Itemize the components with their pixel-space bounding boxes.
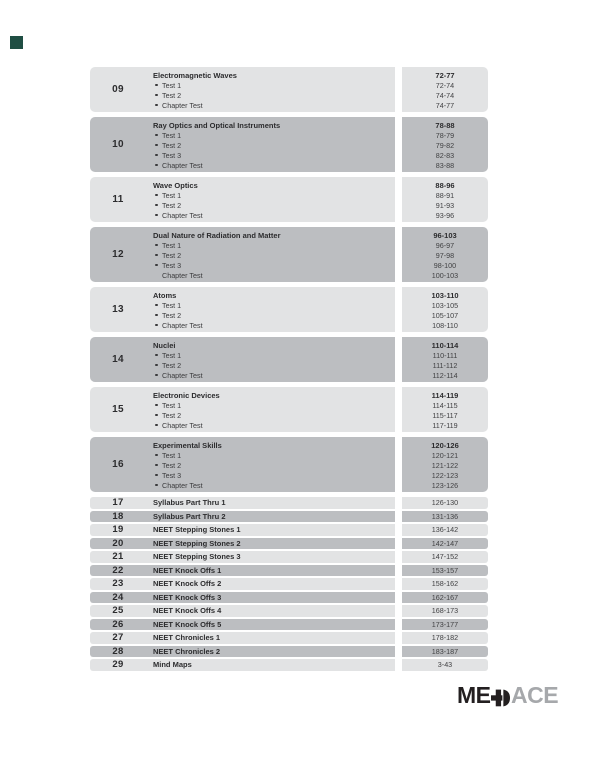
row-page-range: 153-157 xyxy=(431,565,459,575)
chapter-item-label: Test 2 xyxy=(162,200,182,210)
bullet-icon xyxy=(155,424,158,427)
column-divider xyxy=(395,387,402,432)
chapter-row xyxy=(90,287,488,332)
column-divider xyxy=(395,619,402,631)
bullet-icon xyxy=(155,454,158,457)
row-page-range: 147-152 xyxy=(431,552,459,562)
bullet-icon xyxy=(155,304,158,307)
row-pages-column xyxy=(402,659,488,671)
chapter-row xyxy=(90,67,488,112)
item-page-range: 96-97 xyxy=(435,240,455,250)
chapter-number: 16 xyxy=(112,459,124,470)
toc-row xyxy=(90,578,488,590)
bullet-icon xyxy=(155,264,158,267)
column-divider xyxy=(395,337,402,382)
item-page-range: 117-119 xyxy=(432,420,458,430)
chapter-row-left xyxy=(90,117,395,172)
chapter-title-line xyxy=(153,180,395,190)
row-number: 27 xyxy=(112,632,124,644)
bullet-icon xyxy=(155,204,158,207)
chapter-item xyxy=(153,250,395,260)
chapter-item-label: Chapter Test xyxy=(162,210,203,220)
item-page-range: 91-93 xyxy=(435,200,455,210)
chapter-page-range: 72-77 xyxy=(435,70,455,80)
toc-row-left xyxy=(90,538,395,550)
bullet-icon xyxy=(155,364,158,367)
column-divider xyxy=(395,632,402,644)
chapter-row-left xyxy=(90,67,395,112)
item-page-range: 111-112 xyxy=(432,360,458,370)
chapter-item xyxy=(153,260,395,270)
chapter-item xyxy=(153,210,395,220)
row-number: 28 xyxy=(112,645,124,657)
chapter-title: Experimental Skills xyxy=(153,440,222,450)
bullet-icon xyxy=(155,464,158,467)
toc-row xyxy=(90,605,488,617)
column-divider xyxy=(395,177,402,222)
row-pages-column xyxy=(402,565,488,577)
item-page-range: 120-121 xyxy=(431,450,459,460)
toc-row xyxy=(90,538,488,550)
item-page-range: 79-82 xyxy=(435,140,455,150)
row-number: 29 xyxy=(112,659,124,671)
row-pages-column xyxy=(402,605,488,617)
chapter-item xyxy=(153,470,395,480)
chapter-item-label: Test 3 xyxy=(162,260,182,270)
item-page-range: 123-126 xyxy=(431,480,459,490)
item-page-range: 110-111 xyxy=(432,350,458,360)
column-divider xyxy=(395,511,402,523)
chapter-page-range: 103-110 xyxy=(431,290,459,300)
chapter-title-line xyxy=(153,70,395,80)
row-number: 24 xyxy=(112,591,124,603)
chapter-item xyxy=(153,370,395,380)
chapter-row-left xyxy=(90,177,395,222)
chapter-title: Electronic Devices xyxy=(153,390,220,400)
chapter-title-line xyxy=(153,340,395,350)
chapter-item-label: Chapter Test xyxy=(162,420,203,430)
column-divider xyxy=(395,497,402,509)
row-page-range: 142-147 xyxy=(431,538,459,548)
row-title: NEET Stepping Stones 2 xyxy=(153,538,241,548)
item-page-range: 114-115 xyxy=(432,400,458,410)
chapter-item xyxy=(153,200,395,210)
chapter-number: 15 xyxy=(112,404,124,415)
chapter-row xyxy=(90,117,488,172)
chapter-page-range: 88-96 xyxy=(435,180,455,190)
item-page-range: 97-98 xyxy=(435,250,455,260)
bullet-icon xyxy=(155,104,158,107)
chapter-row xyxy=(90,437,488,492)
row-number: 18 xyxy=(112,510,124,522)
chapter-item xyxy=(153,450,395,460)
chapter-item-label: Test 3 xyxy=(162,150,182,160)
toc-row-left xyxy=(90,565,395,577)
toc-row-left xyxy=(90,511,395,523)
bullet-icon xyxy=(155,484,158,487)
bullet-icon xyxy=(155,164,158,167)
row-title: Syllabus Part Thru 1 xyxy=(153,498,226,508)
row-pages-column xyxy=(402,538,488,550)
row-page-range: 131-136 xyxy=(431,511,459,521)
chapter-item-label: Test 1 xyxy=(162,240,182,250)
chapter-row-left xyxy=(90,387,395,432)
chapter-row xyxy=(90,337,488,382)
chapter-page-range: 120-126 xyxy=(431,440,459,450)
row-pages-column xyxy=(402,646,488,658)
item-page-range: 88-91 xyxy=(435,190,455,200)
row-page-range: 136-142 xyxy=(431,525,459,535)
chapter-item-label: Test 1 xyxy=(162,400,182,410)
bullet-icon xyxy=(155,324,158,327)
item-page-range: 78-79 xyxy=(435,130,455,140)
chapter-title-line xyxy=(153,120,395,130)
row-title: NEET Knock Offs 1 xyxy=(153,565,222,575)
chapter-content xyxy=(146,177,395,222)
chapter-content xyxy=(146,67,395,112)
chapter-item xyxy=(153,270,395,280)
row-title: NEET Chronicles 1 xyxy=(153,633,221,643)
item-page-range: 112-114 xyxy=(432,370,458,380)
toc-row xyxy=(90,497,488,509)
chapter-content xyxy=(146,227,395,282)
chapter-pages-column xyxy=(402,227,488,282)
chapter-item-label: Chapter Test xyxy=(162,370,203,380)
chapter-item xyxy=(153,320,395,330)
row-pages-column xyxy=(402,619,488,631)
chapter-content xyxy=(146,337,395,382)
toc-row-left xyxy=(90,632,395,644)
row-page-range: 126-130 xyxy=(431,498,459,508)
item-page-range: 121-122 xyxy=(431,460,459,470)
chapter-item-label: Test 1 xyxy=(162,130,182,140)
toc-row-left xyxy=(90,605,395,617)
row-number: 19 xyxy=(112,524,124,536)
chapter-title: Electromagnetic Waves xyxy=(153,70,237,80)
chapter-number: 13 xyxy=(112,304,124,315)
row-pages-column xyxy=(402,511,488,523)
row-pages-column xyxy=(402,524,488,536)
chapter-item xyxy=(153,350,395,360)
row-pages-column xyxy=(402,551,488,563)
toc-row-left xyxy=(90,592,395,604)
row-title: Mind Maps xyxy=(153,660,192,670)
chapter-item-label: Test 2 xyxy=(162,140,182,150)
chapter-content xyxy=(146,437,395,492)
chapter-item-label: Test 2 xyxy=(162,410,182,420)
toc-row xyxy=(90,511,488,523)
chapter-item xyxy=(153,100,395,110)
chapter-content xyxy=(146,387,395,432)
chapter-pages-column xyxy=(402,177,488,222)
column-divider xyxy=(395,659,402,671)
item-page-range: 72-74 xyxy=(435,80,455,90)
row-page-range: 158-162 xyxy=(431,579,459,589)
chapter-number: 09 xyxy=(112,84,124,95)
column-divider xyxy=(395,538,402,550)
chapter-pages-column xyxy=(402,67,488,112)
row-number: 26 xyxy=(112,618,124,630)
column-divider xyxy=(395,592,402,604)
bullet-icon xyxy=(155,314,158,317)
toc-row-left xyxy=(90,578,395,590)
chapter-title: Wave Optics xyxy=(153,180,198,190)
bullet-icon xyxy=(155,94,158,97)
chapter-item-label: Chapter Test xyxy=(162,480,203,490)
toc-row xyxy=(90,632,488,644)
bullet-icon xyxy=(155,244,158,247)
row-title: NEET Knock Offs 2 xyxy=(153,579,222,589)
row-title: Syllabus Part Thru 2 xyxy=(153,511,226,521)
chapter-item xyxy=(153,150,395,160)
chapter-page-range: 78-88 xyxy=(435,120,455,130)
item-page-range: 122-123 xyxy=(431,470,459,480)
medace-logo xyxy=(457,684,558,707)
column-divider xyxy=(395,437,402,492)
chapter-item xyxy=(153,480,395,490)
chapter-item xyxy=(153,400,395,410)
row-page-range: 178-182 xyxy=(431,633,459,643)
chapter-item-label: Test 2 xyxy=(162,310,182,320)
toc-row-left xyxy=(90,619,395,631)
column-divider xyxy=(395,551,402,563)
chapter-number: 14 xyxy=(112,354,124,365)
row-pages-column xyxy=(402,578,488,590)
item-page-range: 108-110 xyxy=(432,320,458,330)
toc-row xyxy=(90,646,488,658)
row-number: 20 xyxy=(112,537,124,549)
chapter-item-label: Test 2 xyxy=(162,360,182,370)
row-title: NEET Knock Offs 5 xyxy=(153,619,222,629)
bullet-icon xyxy=(155,254,158,257)
chapter-item-label: Test 2 xyxy=(162,250,182,260)
column-divider xyxy=(395,287,402,332)
toc-row-left xyxy=(90,659,395,671)
bullet-icon xyxy=(155,144,158,147)
chapter-pages-column xyxy=(402,387,488,432)
chapter-item-label: Test 1 xyxy=(162,450,182,460)
chapter-content xyxy=(146,287,395,332)
chapter-row-left xyxy=(90,227,395,282)
column-divider xyxy=(395,646,402,658)
chapter-item-label: Chapter Test xyxy=(162,100,203,110)
chapter-item xyxy=(153,90,395,100)
row-title: NEET Stepping Stones 3 xyxy=(153,552,241,562)
chapter-title: Nuclei xyxy=(153,340,176,350)
chapter-item xyxy=(153,160,395,170)
column-divider xyxy=(395,605,402,617)
chapter-item xyxy=(153,460,395,470)
bullet-icon xyxy=(155,374,158,377)
chapter-title-line xyxy=(153,290,395,300)
row-pages-column xyxy=(402,497,488,509)
chapter-item-label: Chapter Test xyxy=(162,270,203,280)
chapter-item-label: Test 1 xyxy=(162,80,182,90)
chapter-row-left xyxy=(90,337,395,382)
row-number: 22 xyxy=(112,564,124,576)
chapter-row xyxy=(90,177,488,222)
toc xyxy=(90,67,488,673)
chapter-number: 10 xyxy=(112,139,124,150)
row-title: NEET Chronicles 2 xyxy=(153,646,221,656)
item-page-range: 93-96 xyxy=(435,210,455,220)
chapter-row-left xyxy=(90,437,395,492)
logo-text-me: ME xyxy=(457,682,491,708)
chapter-item-label: Test 3 xyxy=(162,470,182,480)
bullet-icon xyxy=(155,474,158,477)
column-divider xyxy=(395,524,402,536)
item-page-range: 74-74 xyxy=(435,90,455,100)
chapter-title: Atoms xyxy=(153,290,177,300)
row-page-range: 173-177 xyxy=(431,619,459,629)
bullet-icon xyxy=(155,134,158,137)
item-page-range: 103-105 xyxy=(431,300,459,310)
medical-cross-d-icon xyxy=(491,689,510,707)
row-page-range: 183-187 xyxy=(431,646,459,656)
column-divider xyxy=(395,578,402,590)
chapter-title: Dual Nature of Radiation and Matter xyxy=(153,230,281,240)
bullet-icon xyxy=(155,354,158,357)
chapter-pages-column xyxy=(402,117,488,172)
chapter-row-left xyxy=(90,287,395,332)
toc-row-left xyxy=(90,551,395,563)
toc-row xyxy=(90,619,488,631)
chapter-row xyxy=(90,387,488,432)
chapter-pages-column xyxy=(402,437,488,492)
bullet-icon xyxy=(155,154,158,157)
toc-row xyxy=(90,551,488,563)
row-number: 17 xyxy=(112,497,124,509)
toc-row-left xyxy=(90,524,395,536)
chapter-item xyxy=(153,420,395,430)
bullet-icon xyxy=(155,194,158,197)
chapter-item xyxy=(153,310,395,320)
chapter-page-range: 96-103 xyxy=(433,230,457,240)
row-number: 23 xyxy=(112,578,124,590)
toc-row xyxy=(90,659,488,671)
row-pages-column xyxy=(402,592,488,604)
item-page-range: 115-117 xyxy=(432,410,458,420)
chapter-pages-column xyxy=(402,287,488,332)
chapter-title-line xyxy=(153,230,395,240)
chapter-pages-column xyxy=(402,337,488,382)
chapter-item-label: Test 1 xyxy=(162,350,182,360)
row-page-range: 162-167 xyxy=(431,592,459,602)
chapter-page-range: 110-114 xyxy=(431,340,459,350)
chapter-number: 11 xyxy=(112,194,124,205)
chapter-item xyxy=(153,240,395,250)
row-title: NEET Stepping Stones 1 xyxy=(153,525,241,535)
row-page-range: 168-173 xyxy=(431,606,459,616)
bullet-icon xyxy=(155,414,158,417)
chapter-item-label: Test 2 xyxy=(162,90,182,100)
bullet-icon xyxy=(155,404,158,407)
row-pages-column xyxy=(402,632,488,644)
item-page-range: 100-103 xyxy=(431,270,459,280)
row-page-range: 3-43 xyxy=(437,660,453,670)
chapter-title-line xyxy=(153,390,395,400)
toc-row xyxy=(90,592,488,604)
chapter-item-label: Chapter Test xyxy=(162,160,203,170)
item-page-range: 98-100 xyxy=(433,260,457,270)
chapter-item xyxy=(153,130,395,140)
column-divider xyxy=(395,117,402,172)
chapter-item-label: Test 2 xyxy=(162,460,182,470)
item-page-range: 82-83 xyxy=(435,150,455,160)
chapter-page-range: 114-119 xyxy=(431,390,459,400)
chapter-row xyxy=(90,227,488,282)
chapter-item xyxy=(153,300,395,310)
chapter-content xyxy=(146,117,395,172)
chapter-number: 12 xyxy=(112,249,124,260)
item-page-range: 83-88 xyxy=(435,160,455,170)
chapter-item xyxy=(153,80,395,90)
chapter-item xyxy=(153,360,395,370)
row-title: NEET Knock Offs 4 xyxy=(153,606,222,616)
column-divider xyxy=(395,227,402,282)
row-title: NEET Knock Offs 3 xyxy=(153,592,222,602)
chapter-item-label: Test 1 xyxy=(162,190,182,200)
chapter-item-label: Test 1 xyxy=(162,300,182,310)
chapter-title: Ray Optics and Optical Instruments xyxy=(153,120,281,130)
column-divider xyxy=(395,565,402,577)
chapter-item xyxy=(153,410,395,420)
logo-text-ace: ACE xyxy=(511,682,559,708)
toc-row xyxy=(90,565,488,577)
toc-row-left xyxy=(90,497,395,509)
bullet-icon xyxy=(155,84,158,87)
toc-row-left xyxy=(90,646,395,658)
chapter-item xyxy=(153,140,395,150)
chapter-item-label: Chapter Test xyxy=(162,320,203,330)
item-page-range: 105-107 xyxy=(431,310,459,320)
bullet-icon xyxy=(155,214,158,217)
item-page-range: 74-77 xyxy=(435,100,455,110)
page-corner-tab xyxy=(10,36,23,49)
column-divider xyxy=(395,67,402,112)
toc-row xyxy=(90,524,488,536)
chapter-item xyxy=(153,190,395,200)
row-number: 25 xyxy=(112,605,124,617)
row-number: 21 xyxy=(112,551,124,563)
chapter-title-line xyxy=(153,440,395,450)
